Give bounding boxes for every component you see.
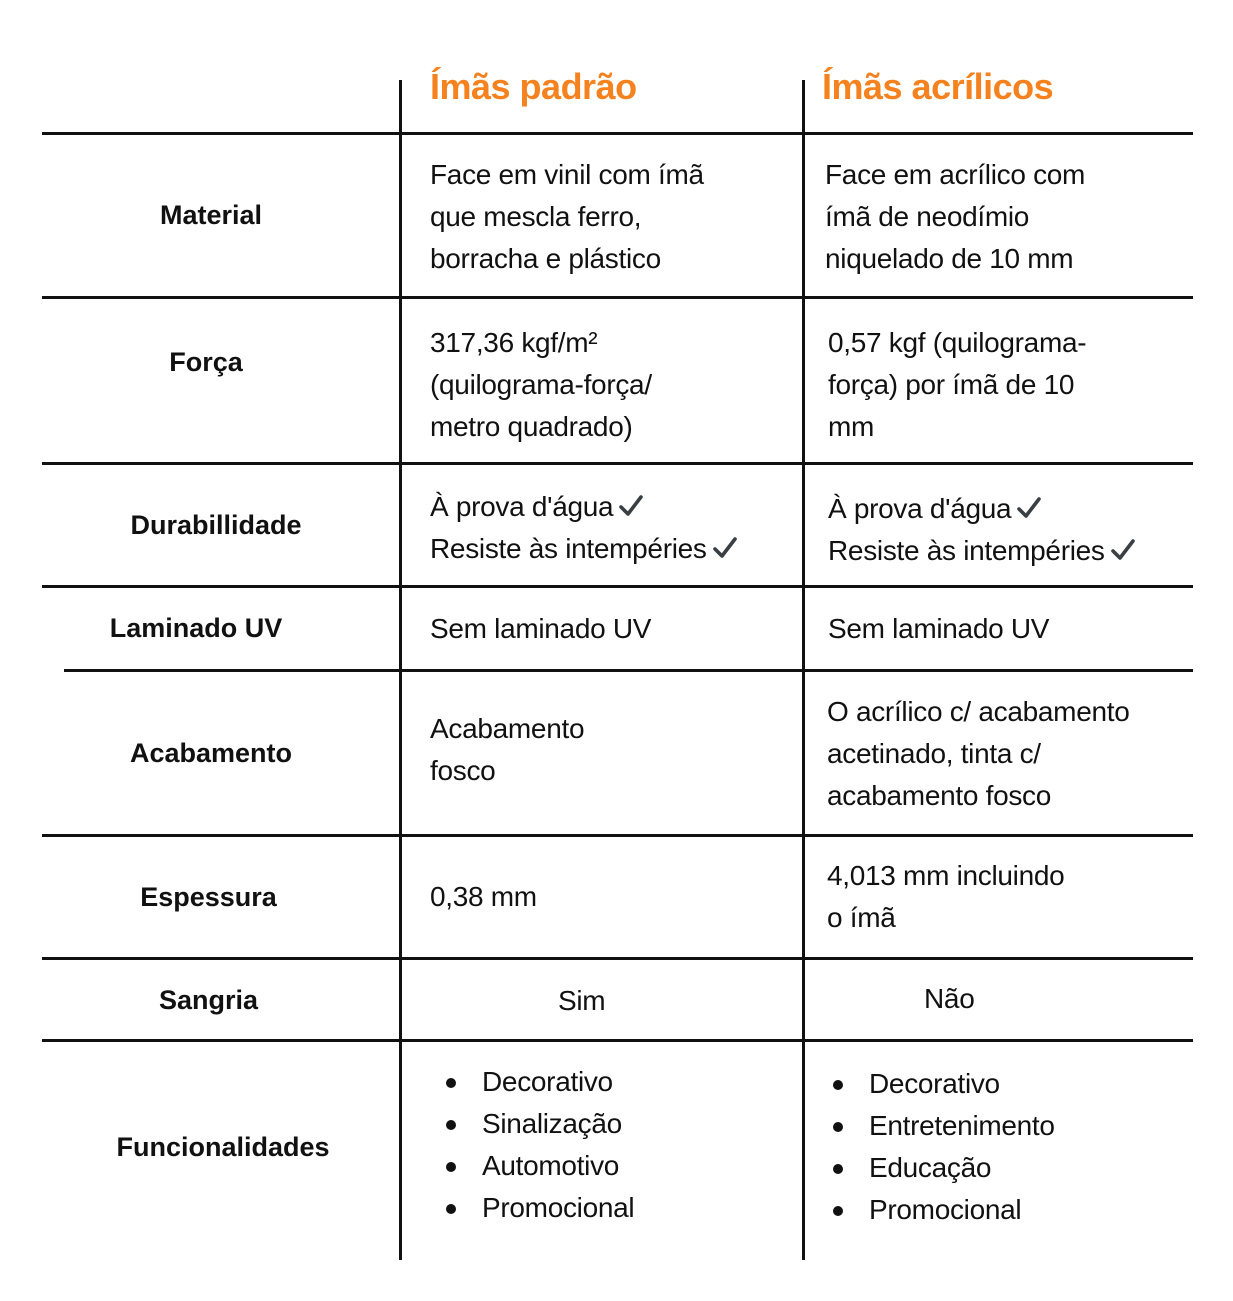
row-label-material: Material [159,200,263,230]
checkmark-icon [1109,536,1137,564]
row-label-acabamento: Acabamento [129,737,293,768]
checkmark-icon [711,534,739,562]
list-item: Automotivo [442,1145,634,1187]
cell-material-standard: Face em vinil com ímã que mescla ferro, borracha e plástico [430,159,704,274]
cell-forca-standard: 317,36 kgf/m² (quilograma-força/ metro quadrado) [430,327,652,442]
cell-acabamento-acrylic: O acrílico c/ acabamento acetinado, tinta c/ acabamento fosco [827,696,1130,811]
cell-sangria-standard: Sim [558,985,606,1016]
cell-espessura-acrylic: 4,013 mm incluindo o ímã [827,860,1065,933]
column-header-acrylic: Ímãs acrílicos [822,66,1054,107]
list-item: Promocional [829,1189,1055,1231]
cell-funcionalidades-standard [442,1061,634,1229]
cell-sangria-acrylic: Não [924,983,975,1014]
list-item: Sinalização [442,1103,634,1145]
checkmark-icon [617,492,645,520]
functionality-list-standard [442,1061,634,1229]
cell-durabilidade-standard: À prova d'água Resiste às intempéries [430,486,739,570]
row-label-espessura: Espessura [140,881,277,912]
column-header-standard: Ímãs padrão [430,66,637,107]
list-item: Educação [829,1147,1055,1189]
list-item: Decorativo [442,1061,634,1103]
list-item: Decorativo [829,1063,1055,1105]
row-label-durabilidade: Durabillidade [130,509,302,540]
cell-laminado-standard: Sem laminado UV [430,613,652,644]
cell-material-acrylic: Face em acrílico com ímã de neodímio niquelado de 10 mm [825,159,1086,274]
row-label-laminado-uv: Laminado UV [109,613,283,643]
row-label-sangria: Sangria [158,984,259,1015]
cell-espessura-standard: 0,38 mm [430,881,537,912]
functionality-list-acrylic [829,1063,1055,1231]
list-item: Entretenimento [829,1105,1055,1147]
row-label-forca: Força [169,346,243,377]
row-label-funcionalidades: Funcionalidades [116,1131,330,1162]
cell-funcionalidades-acrylic [829,1063,1055,1231]
cell-acabamento-standard: Acabamento fosco [430,713,585,786]
cell-forca-acrylic: 0,57 kgf (quilograma- força) por ímã de 10 mm [828,327,1087,442]
list-item: Promocional [442,1187,634,1229]
checkmark-icon [1015,494,1043,522]
cell-durabilidade-acrylic: À prova d'água Resiste às intempéries [828,488,1137,572]
cell-laminado-acrylic: Sem laminado UV [828,613,1050,644]
